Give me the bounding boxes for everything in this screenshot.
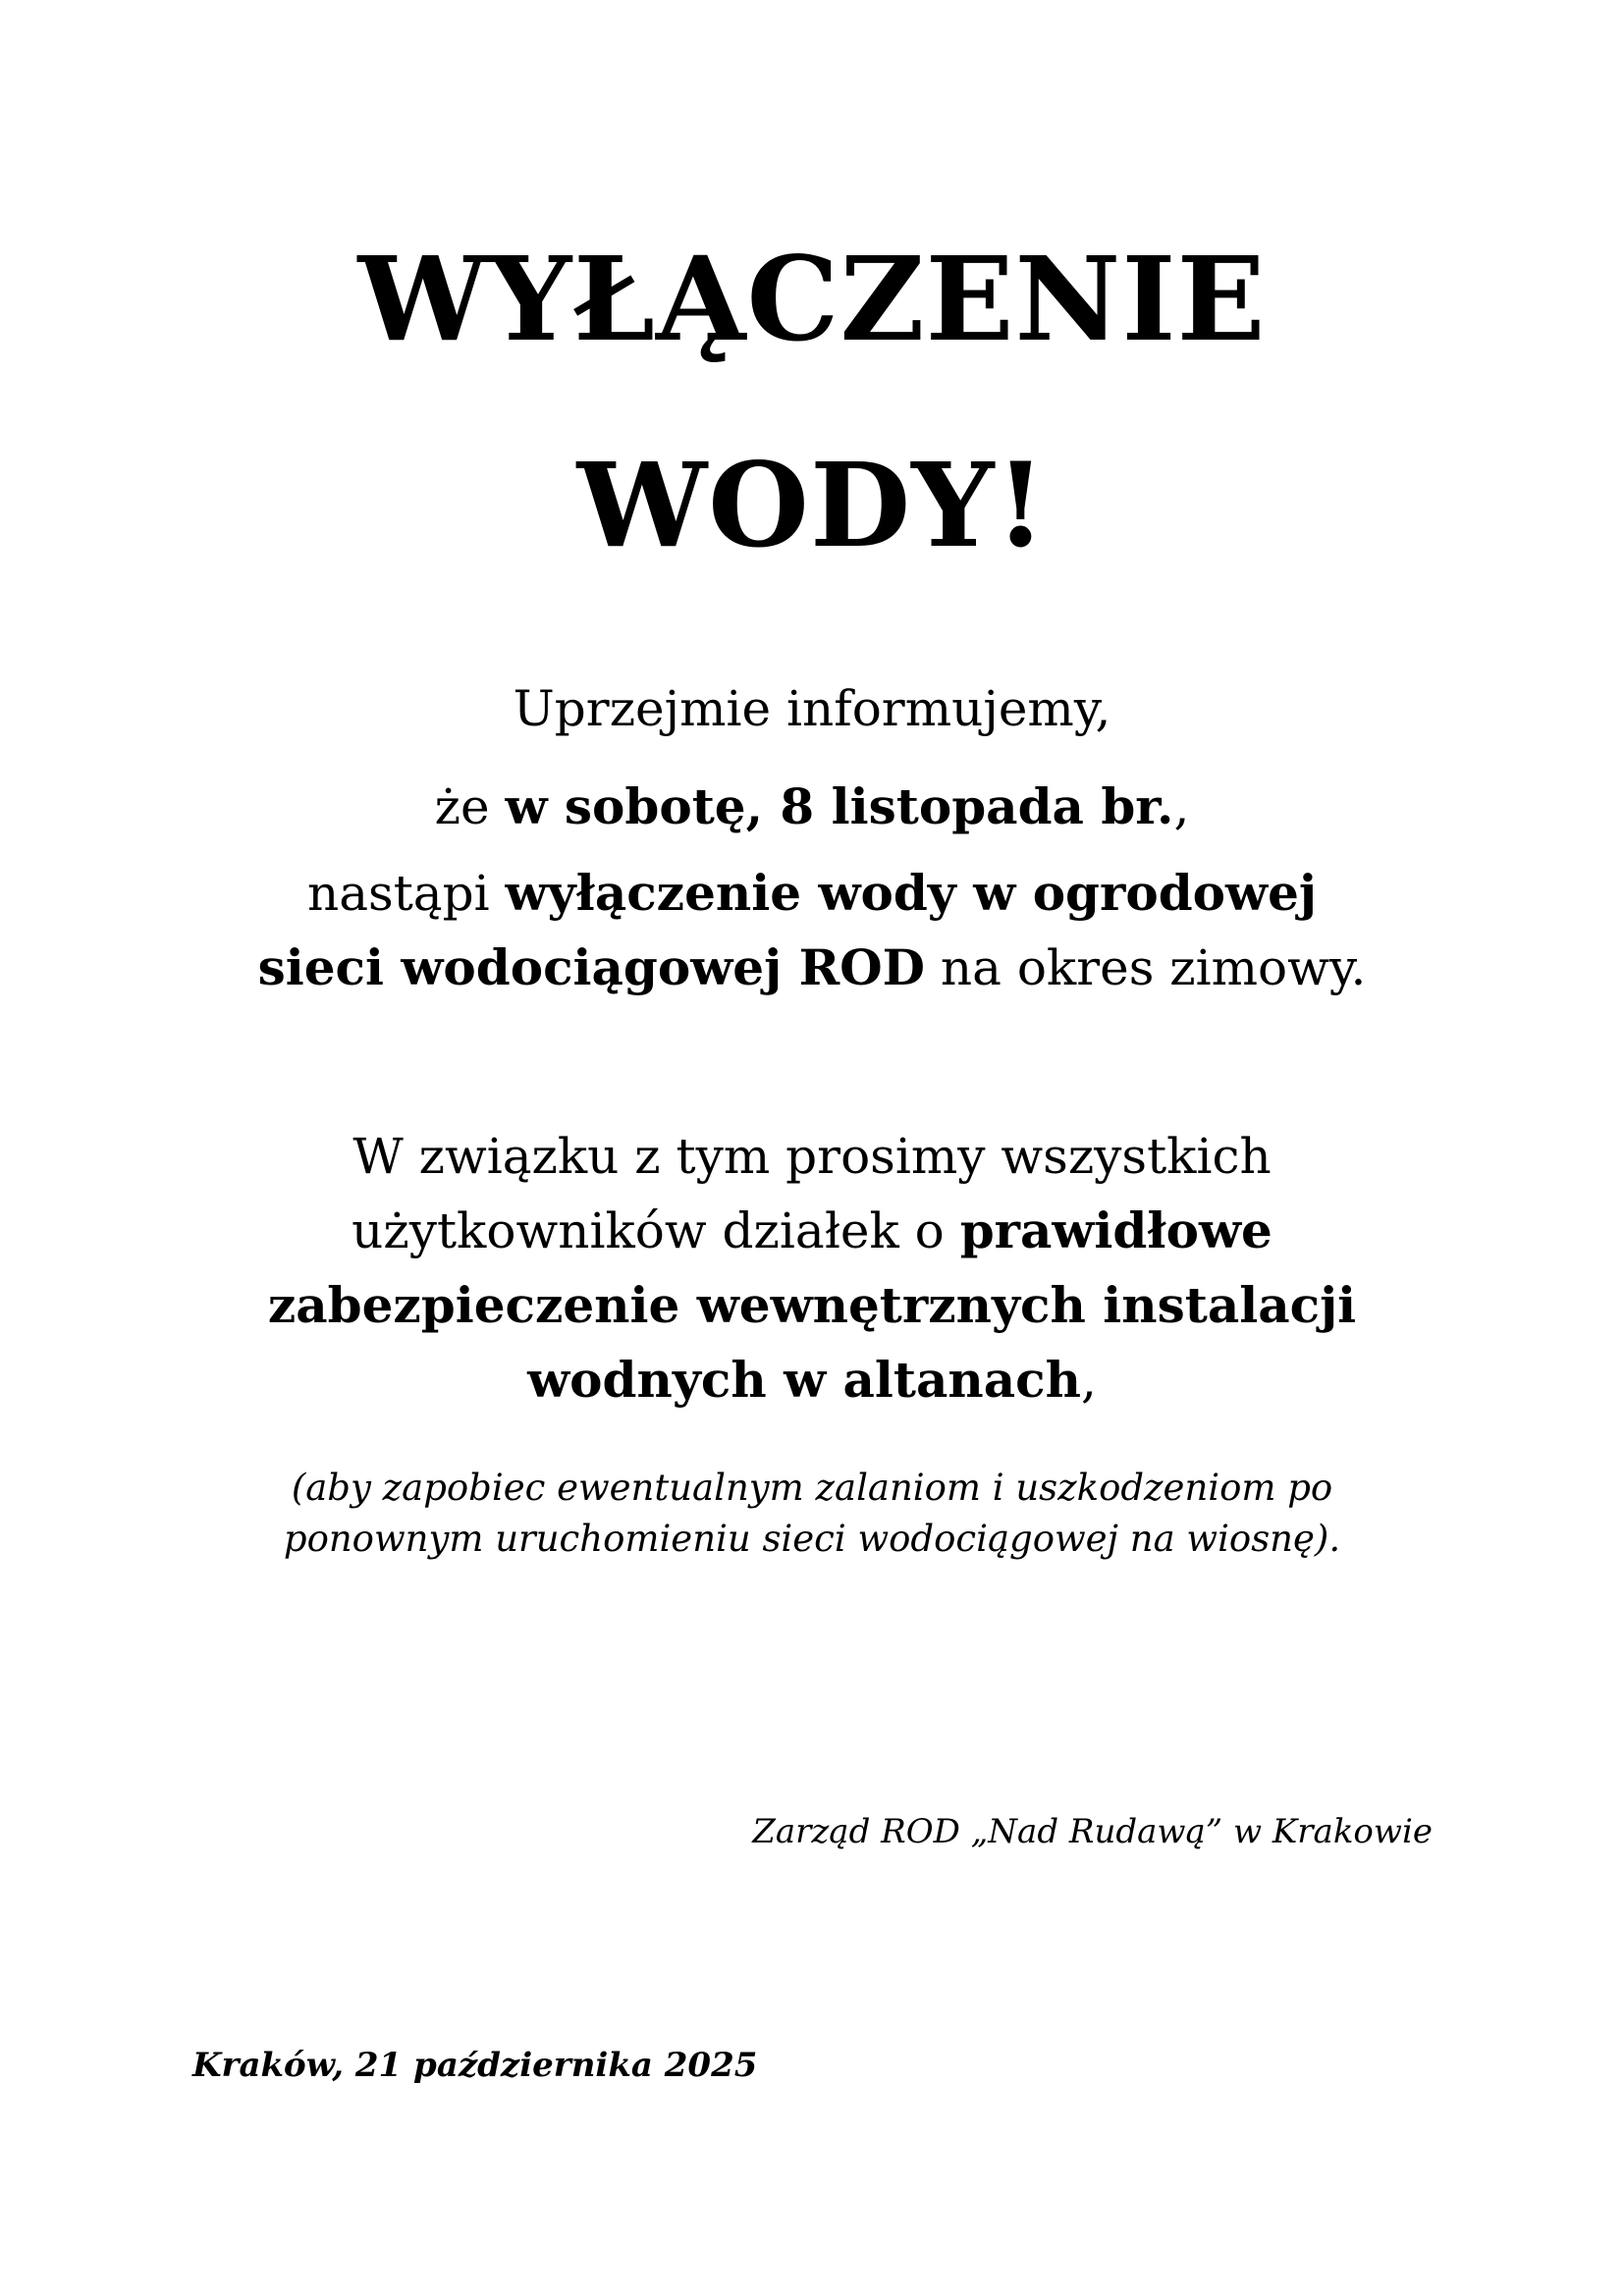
intro-line-3-bold: wyłączenie wody w ogrodowej <box>505 864 1317 922</box>
request-line-2 <box>0 1194 1624 1268</box>
title-line-1: WYŁĄCZENIE <box>357 231 1267 367</box>
request-line-3-bold: zabezpieczenie wewnętrznych instalacji <box>267 1276 1357 1334</box>
request-line-4-post: , <box>1080 1352 1097 1409</box>
intro-line-3 <box>0 856 1624 931</box>
request-line-4 <box>0 1343 1624 1417</box>
request-line-2-pre: użytkowników działek o <box>352 1202 960 1259</box>
shutdown-date: w sobotę, 8 listopada br. <box>505 777 1174 835</box>
request-paragraph <box>0 1119 1624 1417</box>
note-paragraph <box>0 1463 1624 1565</box>
intro-line-2 <box>0 758 1624 856</box>
intro-line-1: Uprzejmie informujemy, <box>513 680 1111 737</box>
signature: Zarząd ROD „Nad Rudawą” w Krakowie <box>752 1812 1433 1851</box>
request-line-4-bold: wodnych w altanach <box>527 1351 1081 1409</box>
announcement-paragraph <box>0 660 1624 1005</box>
title-line-2: WODY! <box>576 437 1048 573</box>
note-line-1: (aby zapobiec ewentualnym zalaniom i uszkodzeniom po <box>291 1467 1333 1509</box>
intro-line-3-pre: nastąpi <box>307 865 506 922</box>
intro-line-4 <box>0 931 1624 1005</box>
request-line-2-bold: prawidłowe <box>959 1201 1272 1259</box>
document-date: Kraków, 21 października 2025 <box>192 2046 758 2085</box>
intro-line-2-pre: że <box>434 778 506 835</box>
intro-line-4-post: na okres zimowy. <box>925 939 1367 996</box>
request-line-3 <box>0 1268 1624 1343</box>
note-line-2: ponownym uruchomieniu sieci wodociągowej na wiosnę). <box>283 1518 1341 1560</box>
intro-line-4-bold: sieci wodociągowej ROD <box>257 938 926 996</box>
request-line-1: W związku z tym prosimy wszystkich <box>352 1128 1272 1185</box>
intro-line-2-post: , <box>1173 778 1190 835</box>
notice-title <box>0 196 1624 609</box>
